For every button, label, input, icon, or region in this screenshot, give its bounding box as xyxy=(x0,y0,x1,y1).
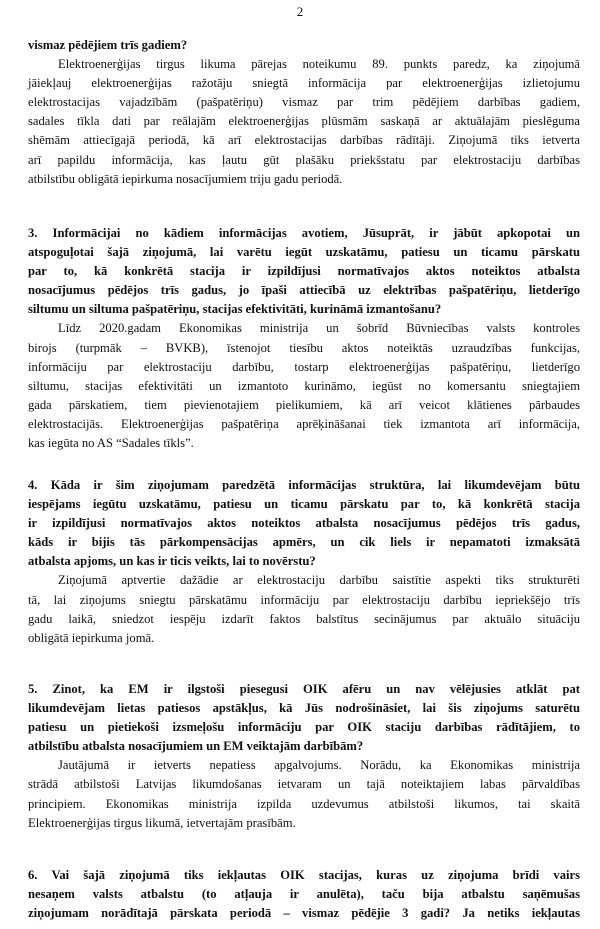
section-2-tail xyxy=(28,36,580,189)
answer-4-line: gadu laikā, sniedzot iespēju izdarīt faktos balstītus secinājumus par aktuālo situāciju xyxy=(28,611,580,626)
answer-3-line: Līdz 2020.gadam Ekonomikas ministrija un šobrīd Būvniecības valsts kontroles xyxy=(58,321,580,336)
section-6 xyxy=(28,866,580,923)
question-3-line: par to, kā konkrētā stacija ir izpildījusi normatīvajos aktos noteiktos atbalsta xyxy=(28,264,580,279)
answer-4-line: tā, lai ziņojums sniegtu pārskatāmu informāciju par elektrostaciju darbību iepriekšējo trīs xyxy=(28,592,580,607)
question-5-line: patiesu un pietiekoši izsmeļošu informāciju par OIK staciju darbības rādītājiem, to xyxy=(28,720,580,735)
question-4-line: iespējams iegūtu uzskatāmu, patiesu un ticamu pārskatu par to, kā konkrētā stacija xyxy=(28,497,580,512)
question-5-line: likumdevējam lietas patiesos apstākļus, kā Jūs nodrošināsiet, lai šis ziņojums saturētu xyxy=(28,701,580,716)
answer-3-line: informāciju par elektrostaciju darbību, tostarp elektroenerģijas pašpatēriņu, lietderīgo xyxy=(28,359,580,374)
answer-2-line: jāiekļauj elektroenerģijas ražotāju sniegtā informācija par elektroenerģijas izlietojumu xyxy=(28,76,580,91)
section-3 xyxy=(28,224,580,453)
question-3-line: atspoguļotai šajā ziņojumā, lai varētu iegūt uzskatāmu, patiesu un ticamu pārskatu xyxy=(28,245,580,260)
answer-2-line: arī papildu informācija, kas ļautu gūt plašāku priekšstatu par elektrostaciju darbības xyxy=(28,152,580,167)
question-5-line: atbilstību atbalsta nosacījumiem un EM veiktajām darbībām? xyxy=(28,739,364,754)
page-number: 2 xyxy=(296,4,304,19)
question-4-line: ir izpildījusi normatīvajos aktos noteiktos atbalsta nosacījumus pēdējos trīs gadus, xyxy=(28,516,580,531)
answer-2-line: atbilstību obligātā iepirkuma nosacījumiem triju gadu periodā. xyxy=(28,171,343,186)
answer-4-line: Ziņojumā aptvertie dažādie ar elektrostaciju darbību saistītie aspekti tiks strukturēti xyxy=(58,573,580,588)
answer-3-line: birojs (turpmāk – BVKB), īstenojot tiesību aktos noteiktās uzraudzības funkcijas, xyxy=(28,340,580,355)
section-5 xyxy=(28,680,580,833)
section-4 xyxy=(28,476,580,648)
answer-2-line: sadales tīkla dati par reālajām elektroenerģijas plūsmām saskaņā ar aktuālajām pieslēguma xyxy=(28,114,580,129)
answer-5-line: principiem. Ekonomikas ministrija izpilda uzdevumus atbilstoši likumos, tai skaitā xyxy=(28,796,580,811)
answer-5-line: Jautājumā ir ietverts nepatiess apgalvojums. Norādu, ka Ekonomikas ministrija xyxy=(58,758,580,773)
answer-3-line: siltumu, stacijas efektivitāti un izmantoto kurināmo, iegūst no komersantu sniegtajiem xyxy=(28,378,580,393)
question-6-line: 6. Vai šajā ziņojumā tiks iekļautas OIK stacijas, kuras uz ziņojuma brīdi vairs xyxy=(28,868,580,882)
answer-4-line: obligātā iepirkuma jomā. xyxy=(28,630,155,645)
answer-2-line: shēmām attiecīgajā periodā, kā arī elektrostacijas darbības rādītāji. Ziņojumā tiks ietverta xyxy=(28,133,580,148)
question-6-line: ziņojumam norādītajā pārskata periodā – vismaz pēdējie 3 gadi? Ja netiks iekļautas xyxy=(28,906,580,921)
answer-2-line: elektrostacijas vajadzībām (pašpatēriņu) vismaz par trim pēdējiem darbības gadiem, xyxy=(28,95,580,110)
question-3-line: siltumu un siltuma pašpatēriņu, stacijas efektivitāti, kurināmā izmantošanu? xyxy=(28,302,442,317)
question-6-line: nesaņem valsts atbalstu (to atļauja ir anulēta), taču bija atbalstu saņēmušas xyxy=(28,887,580,902)
answer-5-line: strādā atbilstoši Latvijas likumdošanas ietvaram un tajā noteiktajiem labas pārvaldības xyxy=(28,777,580,792)
question-5-line: 5. Zinot, ka EM ir ilgstoši piesegusi OIK afēru un nav vēlējusies atklāt pat xyxy=(28,682,580,696)
question-3-line: 3. Informācijai no kādiem informācijas avotiem, Jūsuprāt, ir jābūt apkopotai un xyxy=(28,226,580,240)
answer-2-line: Elektroenerģijas tirgus likuma pārejas noteikumu 89. punkts paredz, ka ziņojumā xyxy=(58,57,580,72)
answer-3-line: gada pārskatiem, tiem pievienotajiem pielikumiem, kā arī veicot klātienes pārbaudes xyxy=(28,397,580,412)
answer-3-line: elektrostacijās. Elektroenerģijas pašpatēriņa aprēķināšanai tiek izmantota arī informācija, xyxy=(28,416,580,431)
question-4-line: 4. Kāda ir šim ziņojumam paredzētā informācijas struktūra, lai likumdevējam būtu xyxy=(28,478,580,492)
question-2-end: vismaz pēdējiem trīs gadiem? xyxy=(28,38,188,52)
question-3-line: nosacījumus pēdējos trīs gadus, jo īpaši attiecībā uz elektrības pašpatēriņu, lietderīgo xyxy=(28,283,580,298)
answer-3-line: kas iegūta no AS “Sadales tīkls”. xyxy=(28,436,194,451)
question-4-line: kāds ir bijis tās pārkompensācijas apmērs, un cik liels ir nepamatoti izmaksātā xyxy=(28,535,580,550)
answer-5-line: Elektroenerģijas tirgus likumā, ietvertajām prasībām. xyxy=(28,815,296,830)
question-4-line: atbalsta apjoms, un kas ir ticis veikts, lai to novērstu? xyxy=(28,554,316,569)
